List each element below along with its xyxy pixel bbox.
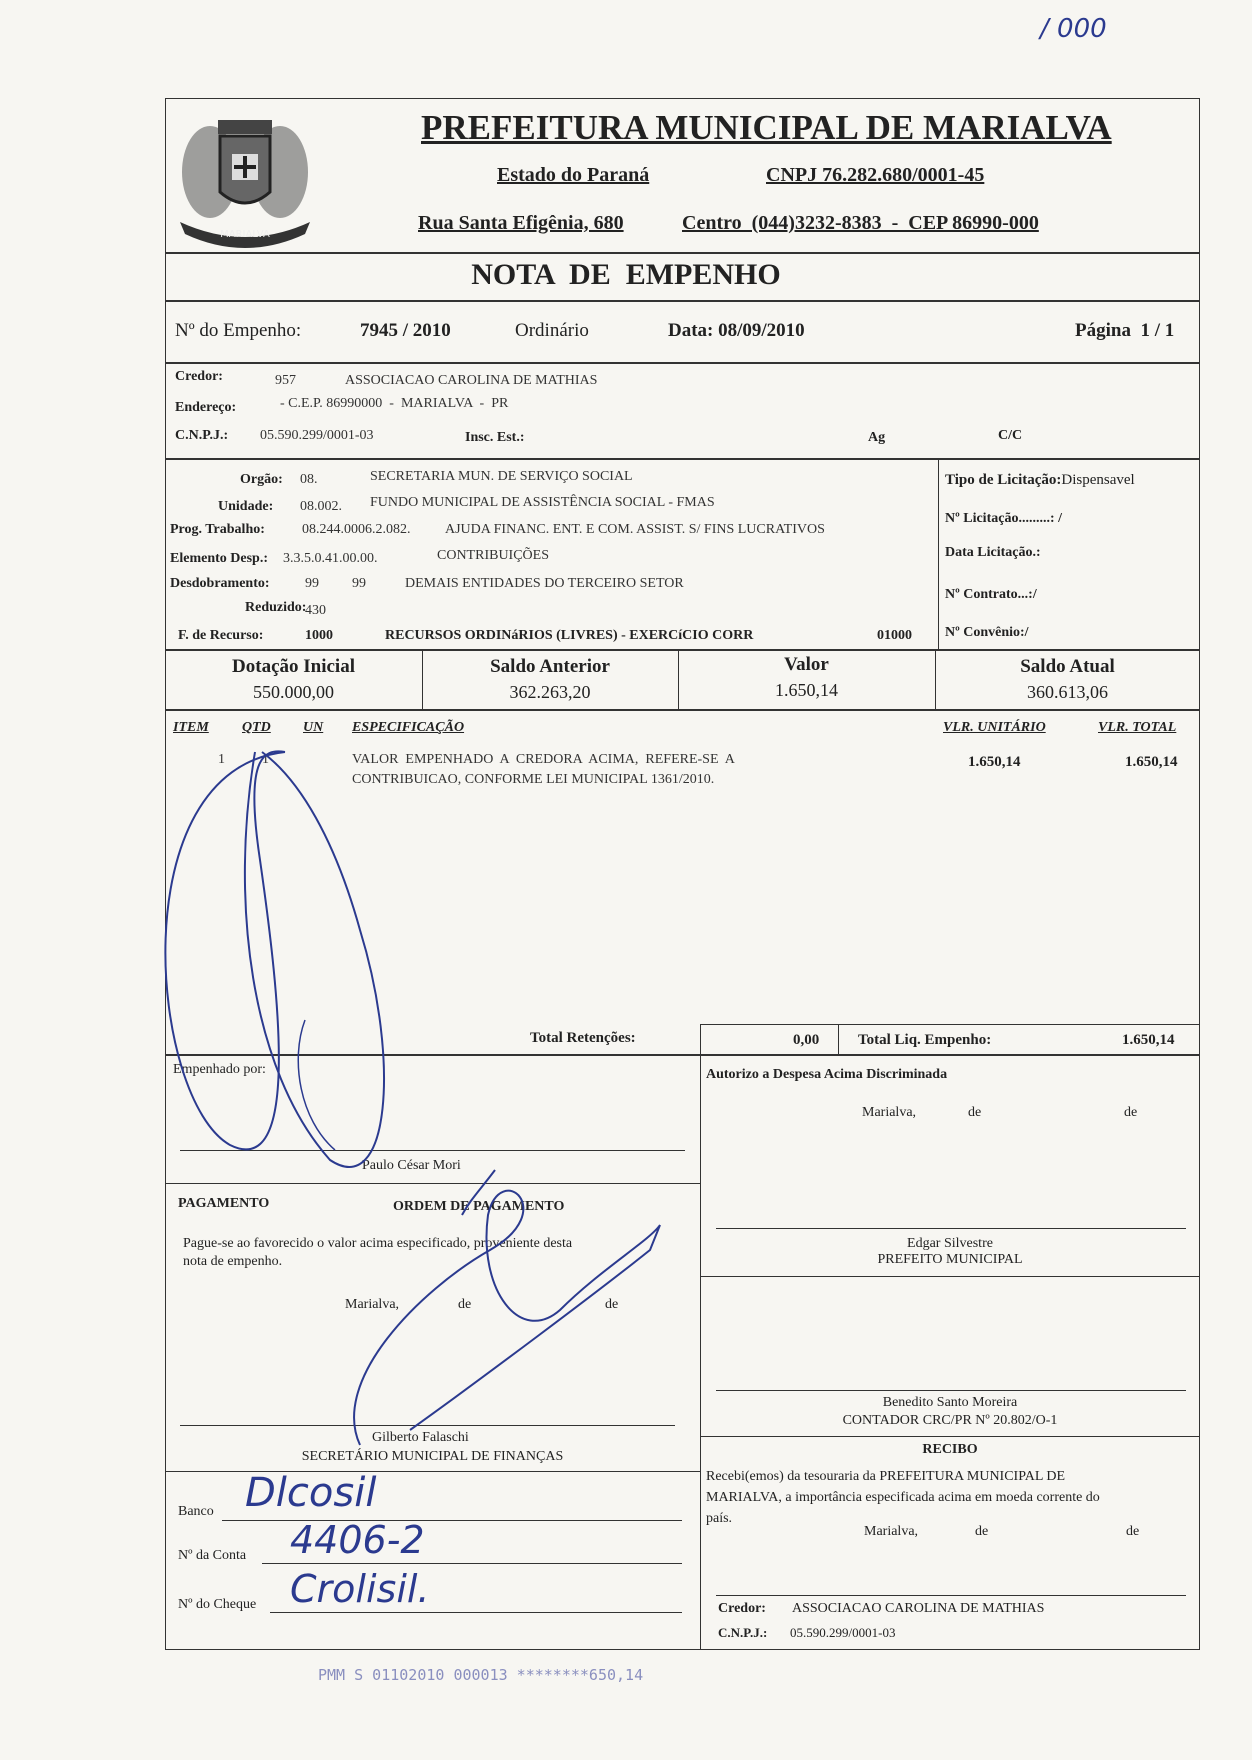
licitacao-tipo: Dispensavel	[1061, 472, 1135, 488]
header-contact: Centro (044)3232-8383 - CEP 86990-000	[682, 212, 1039, 234]
autorizo-signer: Edgar Silvestre	[907, 1236, 993, 1251]
prog-label: Prog. Trabalho:	[170, 522, 265, 537]
pagamento-text-line1: Pague-se ao favorecido o valor acima especificado, proveniente desta	[183, 1236, 573, 1251]
cheque-label: Nº do Cheque	[178, 1597, 257, 1612]
recibo-de1: de	[975, 1524, 989, 1539]
pagamento-place: Marialva,	[345, 1297, 400, 1312]
empenho-page: Página 1 / 1	[1075, 320, 1175, 341]
recibo-de2: de	[1126, 1524, 1140, 1539]
unidade-name: FUNDO MUNICIPAL DE ASSISTÊNCIA SOCIAL - FMAS	[370, 495, 715, 510]
licitacao-data: Data Licitação.:	[945, 545, 1041, 560]
liq-label: Total Liq. Empenho:	[858, 1032, 992, 1048]
desd-code1: 99	[305, 576, 319, 591]
pagamento-role: SECRETÁRIO MUNICIPAL DE FINANÇAS	[301, 1449, 564, 1464]
dotacao-value: 550.000,00	[253, 682, 334, 702]
recibo-credor-label: Credor:	[718, 1601, 766, 1616]
licitacao-convenio: Nº Convênio:/	[945, 625, 1029, 640]
desd-code2: 99	[352, 576, 366, 591]
header-title: PREFEITURA MUNICIPAL DE MARIALVA	[421, 108, 1112, 147]
doc-title: NOTA DE EMPENHO	[471, 258, 781, 291]
pagamento-signer: Gilberto Falaschi	[372, 1430, 469, 1445]
pagamento-de1: de	[458, 1297, 472, 1312]
orgao-name: SECRETARIA MUN. DE SERVIÇO SOCIAL	[370, 469, 633, 484]
header-cnpj: CNPJ 76.282.680/0001-45	[766, 164, 985, 186]
empenho-date: Data: 08/09/2010	[668, 320, 805, 341]
empenho-number-label: Nº do Empenho:	[175, 320, 302, 341]
retencoes-label: Total Retenções:	[530, 1030, 636, 1046]
pagamento-text-line2: nota de empenho.	[183, 1254, 283, 1269]
col-spec: ESPECIFICAÇÃO	[352, 720, 465, 735]
credor-code: 957	[275, 373, 296, 388]
dotacao-label: Dotação Inicial	[232, 656, 355, 677]
empenho-number: 7945 / 2010	[360, 320, 451, 341]
col-item: ITEM	[173, 720, 209, 735]
elem-label: Elemento Desp.:	[170, 551, 268, 566]
item-number: 1	[218, 752, 225, 767]
ag-label: Ag	[868, 430, 886, 445]
recibo-place: Marialva,	[864, 1524, 919, 1539]
retencoes-value: 0,00	[793, 1032, 820, 1048]
fonte-name: RECURSOS ORDINáRIOS (LIVRES) - EXERCíCIO CORR	[385, 628, 754, 643]
header-state: Estado do Paraná	[497, 164, 650, 186]
item-total: 1.650,14	[1125, 754, 1178, 770]
recibo-text-line3: país.	[706, 1511, 733, 1526]
col-qtd: QTD	[242, 720, 271, 735]
pagamento-label: PAGAMENTO	[178, 1196, 270, 1211]
svg-text:MARIALVA: MARIALVA	[220, 229, 270, 240]
recibo-title: RECIBO	[922, 1442, 978, 1457]
orgao-label: Orgão:	[240, 472, 283, 487]
cnpj-value: 05.590.299/0001-03	[260, 428, 374, 443]
recibo-cnpj-label: C.N.P.J.:	[718, 1625, 768, 1640]
atual-label: Saldo Atual	[1020, 656, 1115, 677]
ordem-label: ORDEM DE PAGAMENTO	[393, 1199, 565, 1214]
empenho-type: Ordinário	[515, 320, 589, 341]
empenhado-label: Empenhado por:	[173, 1062, 266, 1077]
contador-role: CONTADOR CRC/PR Nº 20.802/O-1	[842, 1413, 1058, 1428]
autorizo-place: Marialva,	[862, 1105, 917, 1120]
contador-signer: Benedito Santo Moreira	[882, 1395, 1018, 1410]
anterior-label: Saldo Anterior	[490, 656, 610, 677]
credor-label: Credor:	[175, 369, 223, 384]
empenhado-signer: Paulo César Mori	[362, 1158, 461, 1173]
item-unit: 1.650,14	[968, 754, 1021, 770]
licitacao-numero: Nº Licitação.........: /	[945, 511, 1062, 526]
recibo-credor: ASSOCIACAO CAROLINA DE MATHIAS	[792, 1601, 1045, 1616]
item-spec-line1: VALOR EMPENHADO A CREDORA ACIMA, REFERE-SE A	[352, 752, 735, 767]
banco-value: Dlcosil	[245, 1470, 377, 1516]
conta-label: Nº da Conta	[178, 1548, 247, 1563]
orgao-code: 08.	[300, 472, 318, 487]
header-address: Rua Santa Efigênia, 680	[418, 212, 624, 234]
elem-code: 3.3.5.0.41.00.00.	[283, 551, 378, 566]
item-spec-line2: CONTRIBUICAO, CONFORME LEI MUNICIPAL 1361/2010.	[352, 772, 715, 787]
valor-value: 1.650,14	[775, 680, 838, 700]
desd-name: DEMAIS ENTIDADES DO TERCEIRO SETOR	[405, 576, 684, 591]
fonte-label: F. de Recurso:	[178, 628, 264, 643]
cc-label: C/C	[998, 428, 1023, 443]
autorizo-de2: de	[1124, 1105, 1138, 1120]
atual-value: 360.613,06	[1027, 682, 1108, 702]
recibo-cnpj: 05.590.299/0001-03	[790, 1625, 896, 1640]
licitacao-tipo-label: Tipo de Licitação:	[945, 472, 1062, 488]
autorizo-label: Autorizo a Despesa Acima Discriminada	[706, 1067, 948, 1082]
valor-label: Valor	[784, 654, 829, 675]
endereco-label: Endereço:	[175, 400, 237, 415]
autorizo-de1: de	[968, 1105, 982, 1120]
col-unit: VLR. UNITÁRIO	[943, 720, 1046, 735]
endereco-value: - C.E.P. 86990000 - MARIALVA - PR	[280, 396, 509, 411]
autorizo-role: PREFEITO MUNICIPAL	[877, 1252, 1023, 1267]
cnpj-label: C.N.P.J.:	[175, 428, 229, 443]
cheque-value: Crolisil.	[290, 1567, 430, 1611]
elem-name: CONTRIBUIÇÕES	[437, 548, 550, 563]
desd-label: Desdobramento:	[170, 576, 270, 591]
recibo-text-line2: MARIALVA, a importância especificada acima em moeda corrente do	[706, 1490, 1100, 1505]
unidade-code: 08.002.	[300, 499, 342, 514]
anterior-value: 362.263,20	[509, 682, 591, 702]
prog-name: AJUDA FINANC. ENT. E COM. ASSIST. S/ FINS LUCRATIVOS	[445, 522, 825, 537]
pagamento-de2: de	[605, 1297, 619, 1312]
fonte-code2: 01000	[877, 628, 912, 643]
liq-value: 1.650,14	[1122, 1032, 1175, 1048]
item-qtd: 1	[262, 752, 269, 767]
conta-value: 4406-2	[290, 1518, 425, 1562]
reduzido-value: 430	[305, 603, 326, 618]
col-total: VLR. TOTAL	[1098, 720, 1177, 735]
page-note: / 000	[1040, 14, 1107, 44]
col-un: UN	[303, 720, 324, 735]
banco-label: Banco	[178, 1504, 214, 1519]
reduzido-label: Reduzido:	[245, 600, 307, 615]
unidade-label: Unidade:	[218, 499, 274, 514]
fonte-code: 1000	[305, 628, 333, 643]
credor-name: ASSOCIACAO CAROLINA DE MATHIAS	[345, 373, 598, 388]
licitacao-contrato: Nº Contrato...:/	[945, 587, 1037, 602]
coat-of-arms-icon	[170, 102, 320, 250]
processing-stamp: PMM S 01102010 000013 ********650,14	[318, 1666, 644, 1684]
recibo-text-line1: Recebi(emos) da tesouraria da PREFEITURA MUNICIPAL DE	[706, 1469, 1066, 1484]
prog-code: 08.244.0006.2.082.	[302, 522, 411, 537]
insc-label: Insc. Est.:	[465, 430, 525, 445]
